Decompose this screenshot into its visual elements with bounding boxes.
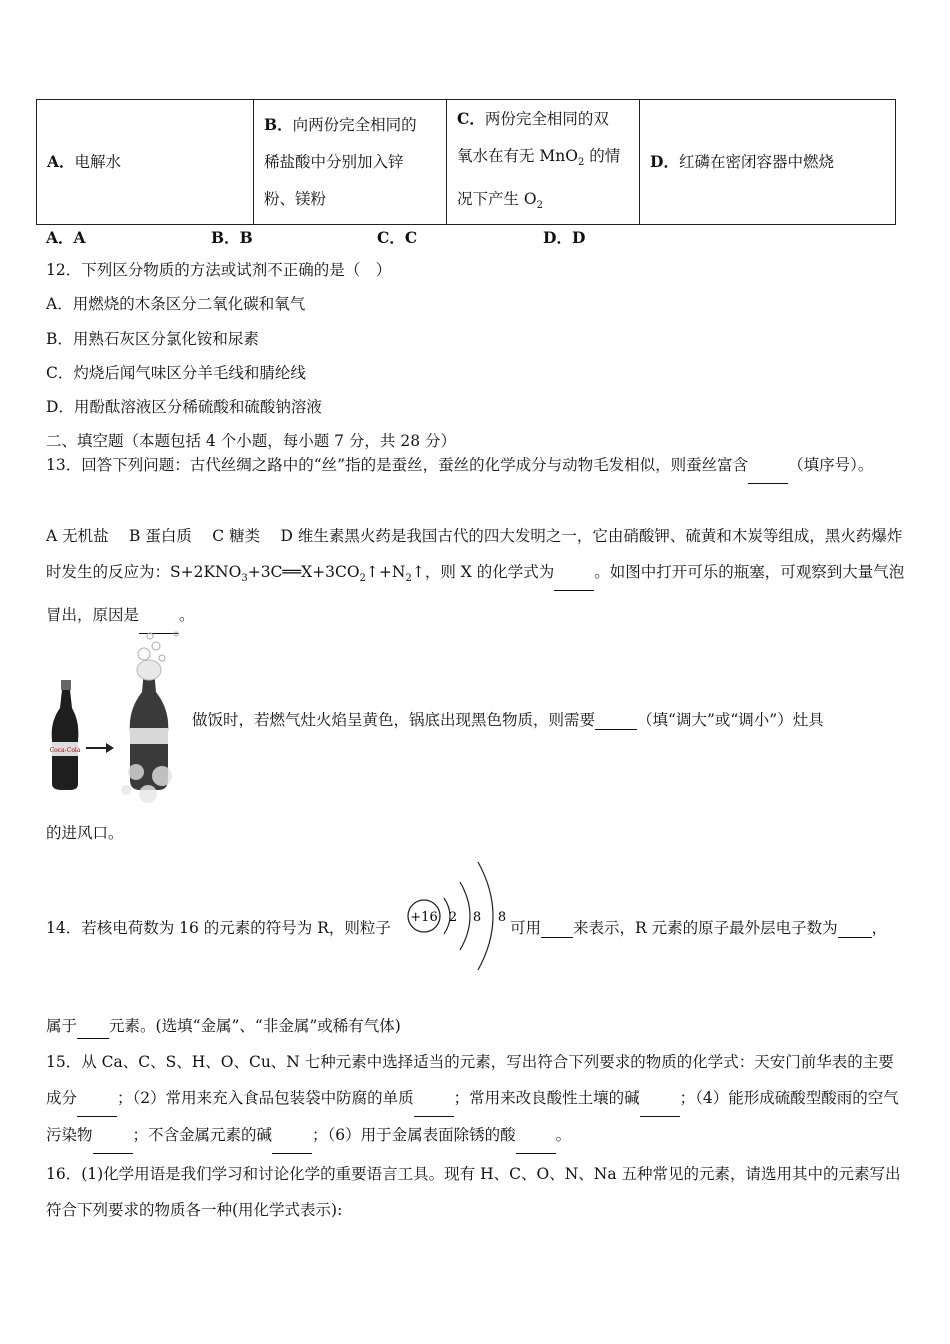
q11-choice-a[interactable]: A．A [46,228,86,247]
q13-p3-text: 做饭时，若燃气灶火焰呈黄色，锅底出现黑色物质，则需要 [192,711,596,729]
shell-1-electrons: 2 [448,910,458,925]
q13-paragraph-3 [192,708,824,730]
q13-p1-end: （填序号）。 [788,456,874,474]
q13-p1-text: 13．回答下列问题：古代丝绸之路中的“丝”指的是蚕丝，蚕丝的化学成分与动物毛发相似，则蚕丝富含 [46,456,749,474]
q13-p2-text-b: +3C══X+3CO [247,563,360,581]
q15-text-c: ；常用来改良酸性土壤的碱 [453,1089,640,1107]
shell-2-electrons: 8 [472,910,482,925]
q14-part3: 来表示，R 元素的原子最外层电子数为 [573,919,838,937]
q11-cell-c-line2b: 的情 [584,147,621,165]
q13-p2-text-e: 。如图中打开可乐的瓶塞，可观察到大量气泡冒出，原因是 [46,563,905,625]
q15-blank-2[interactable] [414,1080,454,1117]
q12-option-a[interactable]: A．用燃烧的木条区分二氧化碳和氧气 [46,295,306,313]
q11-cell-d-text: 红磷在密闭容器中燃烧 [678,153,834,172]
q11-cell-b-line2: 稀盐酸中分别加入锌 [264,153,404,172]
q13-p2-sub3: 2 [405,573,412,585]
q15-blank-6[interactable] [516,1117,556,1154]
q15-text-e: ；不含金属元素的碱 [132,1126,273,1144]
q15-text-a: 15．从 Ca、C、S、H、O、Cu、N 七种元素中选择适当的元素，写出符合下列要求的物质的化学式：天安门前华表的主要成分 [46,1053,894,1107]
q13-p2-text-a: A 无机盐 B 蛋白质 C 糖类 D 维生素黑火药是我国古代的四大发明之一，它由硝酸钾、硫黄和木炭等组成，黑火药爆炸时发生的反应为：S+2KNO [46,527,903,581]
q13-p2-text-f: 。 [179,606,195,625]
q14-line-1b [510,916,887,938]
bottle-label-text: Coca-Cola [49,747,81,754]
q11-cell-c-line3: 况下产生 O [457,190,537,209]
q11-cell-b [254,100,447,225]
q12-option-c[interactable]: C．灼烧后闻气味区分羊毛线和腈纶线 [46,364,306,382]
q14-part4: ， [871,919,888,937]
q14-line2-suffix: 元素。(选填“金属”、“非金属”或稀有气体) [109,1017,401,1035]
nucleus-charge: +16 [410,910,438,925]
q11-choice-c[interactable]: C．C [377,228,418,247]
q15-blank-1[interactable] [77,1080,117,1117]
q12-option-b[interactable]: B．用熟石灰区分氯化铵和尿素 [46,330,259,348]
q11-cell-c-sub3: 2 [536,200,544,212]
q15-blank-3[interactable] [640,1080,680,1117]
q11-cell-c [447,100,640,225]
q15-text-f: ；（6）用于金属表面除锈的酸 [312,1126,516,1144]
q13-blank-2[interactable] [554,554,594,591]
open-bottle-icon [121,632,178,803]
cola-bottle-illustration [44,630,190,812]
q13-p2-sub1: 3 [241,573,248,585]
arrow-right-icon [86,743,114,753]
q13-blank-1[interactable] [748,447,788,484]
q11-choice-d[interactable]: D．D [543,228,586,247]
q11-cell-d [640,100,896,225]
q15-text-b: ；（2）常用来充入食品包装袋中防腐的单质 [117,1089,414,1107]
closed-bottle-icon [50,680,81,790]
q14-line-2 [46,1014,401,1039]
q15-blank-5[interactable] [272,1117,312,1154]
q11-options-table [36,99,896,225]
q14-line2-prefix: 属于 [46,1017,78,1035]
q13-blank-3[interactable] [139,597,179,634]
q14-line-1 [46,916,391,938]
q11-cell-c-line2a: 氧水在有无 MnO [457,147,578,165]
q11-cell-b-line1: 向两份完全相同的 [292,116,417,135]
q14-blank-1[interactable] [541,919,573,938]
q15-text-g: 。 [555,1126,572,1144]
q13-blank-4[interactable] [595,711,637,730]
q11-choice-b[interactable]: B．B [211,228,253,247]
q15-blank-4[interactable] [93,1117,133,1154]
q13-p2-sub2: 2 [359,573,366,585]
q11-cell-b-line3: 粉、镁粉 [264,190,327,209]
q11-cell-a [37,100,254,225]
q14-part1: 14．若核电荷数为 16 的元素的符号为 R，则粒子 [46,919,391,937]
q14-part2: 可用 [510,919,542,937]
q13-p2-text-d: ↑，则 X 的化学式为 [411,563,555,581]
q11-cell-a-text: 电解水 [74,153,122,172]
q16-paragraph: 16．(1)化学用语是我们学习和讨论化学的重要语言工具。现有 H、C、O、N、Na 五种常见的元素，请选用其中的元素写出符合下列要求的物质各一种(用化学式表示): [46,1165,901,1219]
shell-3-electrons: 8 [497,910,507,925]
section-heading-fill-blank: 二、填空题（本题包括 4 个小题，每小题 7 分，共 28 分） [46,432,457,450]
q12-option-d[interactable]: D．用酚酞溶液区分稀硫酸和硫酸钠溶液 [46,398,322,416]
q11-cell-d-letter: D． [650,152,679,172]
q13-p2-text-c: ↑+N [365,563,406,581]
q15-paragraph [46,1044,906,1154]
q12-stem: 12．下列区分物质的方法或试剂不正确的是（ ） [46,261,392,279]
q11-cell-a-letter: A． [47,152,75,172]
ion-structure-diagram [404,856,512,974]
q14-blank-2[interactable] [838,919,872,938]
q11-cell-c-line1: 两份完全相同的双 [484,110,609,128]
q13-paragraph-4: 的进风口。 [46,824,124,842]
q13-paragraph-2 [46,518,906,634]
q11-cell-c-sub2: 2 [578,157,585,169]
q15-text-d: ；（4）能形成硫酸型酸雨的空气污染物 [46,1089,899,1144]
q13-paragraph-1 [46,447,906,484]
q11-cell-c-letter: C． [457,109,485,128]
q11-cell-b-letter: B． [264,115,293,135]
q14-blank-3[interactable] [77,1014,109,1039]
q13-p3-end: （填“调大”或“调小”）灶具 [637,711,824,729]
shell-2-arc [460,882,470,950]
